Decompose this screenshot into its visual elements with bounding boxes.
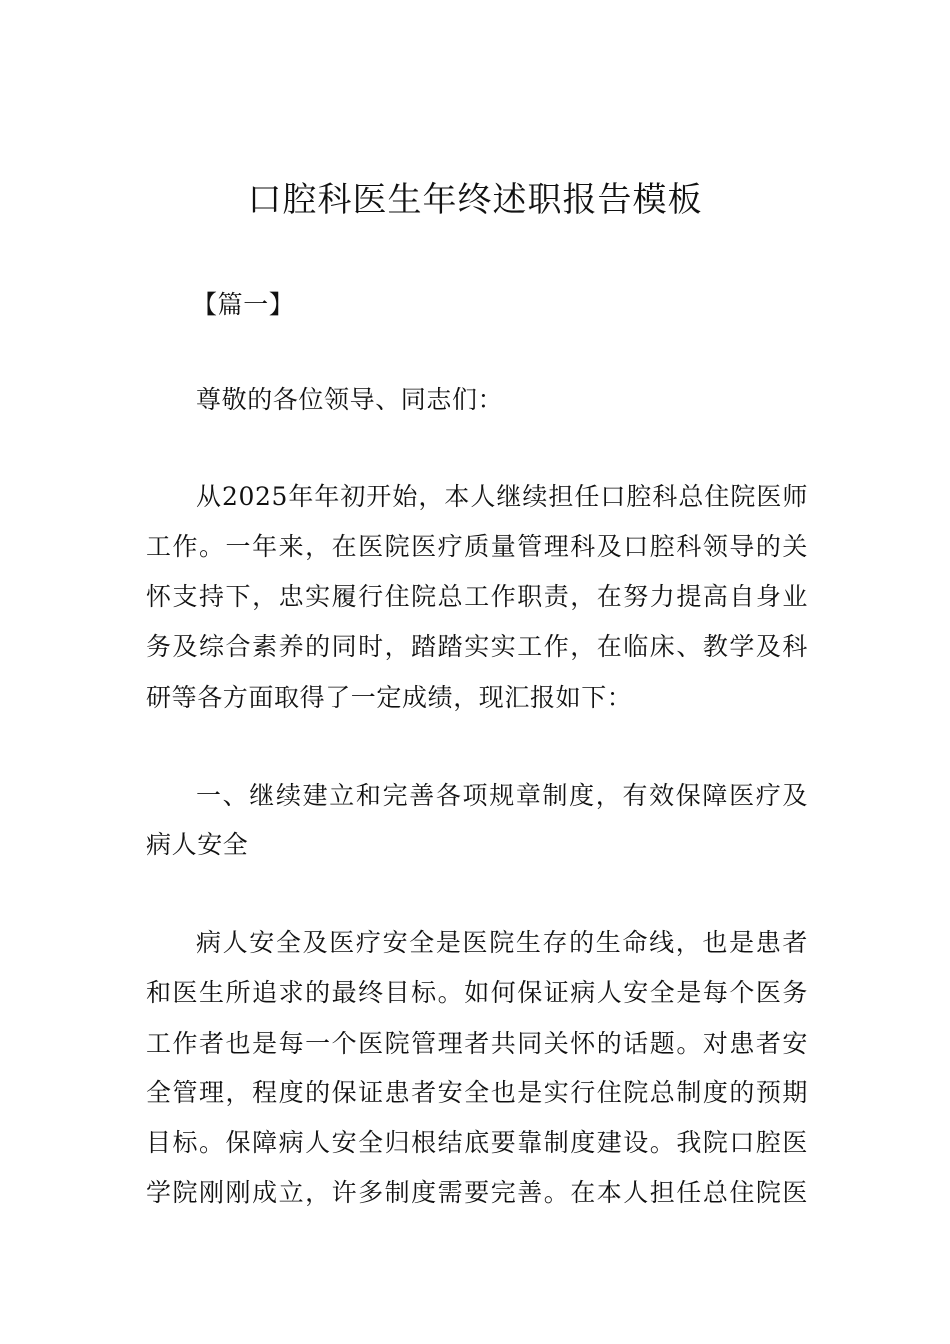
paragraph-line: 研等各方面取得了一定成绩，现汇报如下： <box>146 683 633 712</box>
paragraph-line: 和医生所追求的最终目标。如何保证病人安全是每个医务 <box>146 978 808 1007</box>
paragraph-line: 怀支持下，忠实履行住院总工作职责，在努力提高自身业 <box>146 582 808 611</box>
paragraph-line: 全管理，程度的保证患者安全也是实行住院总制度的预期 <box>146 1078 808 1107</box>
section-label: 【篇一】 <box>192 290 295 319</box>
paragraph-line: 务及综合素养的同时，踏踏实实工作，在临床、教学及科 <box>146 632 808 661</box>
document-title: 口腔科医生年终述职报告模板 <box>247 180 703 220</box>
paragraph-line: 工作。一年来，在医院医疗质量管理科及口腔科领导的关 <box>146 532 808 561</box>
salutation: 尊敬的各位领导、同志们： <box>196 385 504 414</box>
paragraph-line: 从2025年年初开始，本人继续担任口腔科总住院医师 <box>196 482 808 511</box>
heading-line: 一、继续建立和完善各项规章制度，有效保障医疗及 <box>196 781 808 810</box>
heading-line: 病人安全 <box>146 830 249 859</box>
paragraph-line: 学院刚刚成立，许多制度需要完善。在本人担任总住院医 <box>146 1178 808 1207</box>
paragraph-line: 病人安全及医疗安全是医院生存的生命线，也是患者 <box>196 928 808 957</box>
paragraph-line: 工作者也是每一个医院管理者共同关怀的话题。对患者安 <box>146 1029 808 1058</box>
paragraph-line: 目标。保障病人安全归根结底要靠制度建设。我院口腔医 <box>146 1128 808 1157</box>
